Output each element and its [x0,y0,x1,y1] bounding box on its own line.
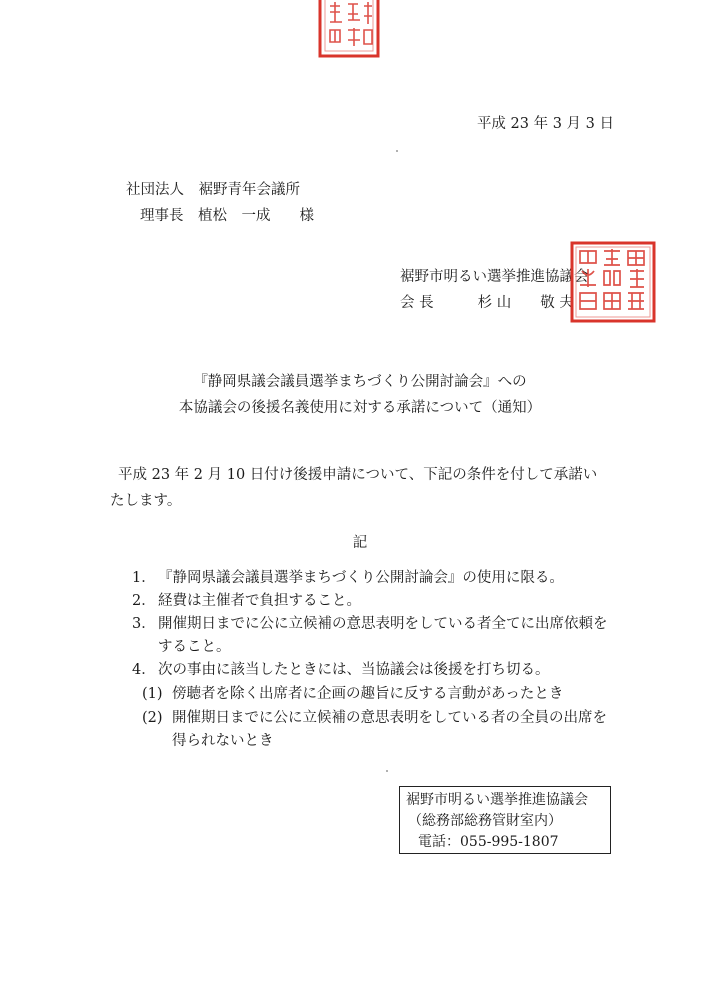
subject-line-2: 本協議会の後援名義使用に対する承諾について（通知） [178,400,542,416]
sender-title: 会 長 [400,295,434,311]
subcondition-item-2-continued: 得られないとき [172,733,274,749]
condition-item-3 [132,612,608,636]
condition-text: 次の事由に該当したときには、当協議会は後援を打ち切る。 [158,662,550,678]
condition-number: 4． [132,662,156,678]
subcondition-text: 傍聴者を除く出席者に企画の趣旨に反する言動があったとき [172,686,564,702]
sender-official-seal [570,241,656,323]
contact-organization: 裾野市明るい選挙推進協議会 [406,792,588,808]
condition-item-3-continued: すること。 [158,639,231,655]
condition-text: 『静岡県議会議員選挙まちづくり公開討論会』の使用に限る。 [158,570,564,586]
body-paragraph: 平成 23 年 2 月 10 日付け後援申請について、下記の条件を付して承諾いたします。 [110,467,598,509]
condition-text: 経費は主催者で負担すること。 [158,593,361,609]
document-date: 平成 23 年 3 月 3 日 [476,116,614,132]
condition-number: 1． [132,570,156,586]
subcondition-number: (2) [142,710,163,726]
contact-phone: 電話：055-995-1807 [418,834,559,850]
contact-department: （総務部総務管財室内） [408,813,562,829]
subcondition-item-2 [142,706,607,730]
condition-text: 開催期日までに公に立候補の意思表明をしている者全てに出席依頼を [158,616,608,632]
sender-name: 杉 山 敬 夫 [477,295,574,311]
contact-box [399,786,611,854]
condition-item-1 [132,566,564,590]
subcondition-item-1 [142,682,563,706]
recipient-name: 理事長 植松 一成 様 [140,208,314,224]
ki-heading: 記 [352,535,368,551]
condition-item-4 [132,658,550,682]
condition-number: 3． [132,616,156,632]
sender-organization: 裾野市明るい選挙推進協議会 [400,269,589,285]
top-official-seal [318,0,380,60]
scan-speck [386,770,388,772]
subcondition-text: 開催期日までに公に立候補の意思表明をしている者の全員の出席を [172,710,607,726]
scan-speck [396,150,398,152]
recipient-organization: 社団法人 裾野青年会議所 [126,182,300,198]
condition-item-2 [132,589,361,613]
subcondition-number: (1) [142,686,163,702]
sender-name-line [400,291,574,312]
condition-number: 2． [132,593,156,609]
subject-line-1: 『静岡県議会議員選挙まちづくり公開討論会』への [193,374,527,390]
